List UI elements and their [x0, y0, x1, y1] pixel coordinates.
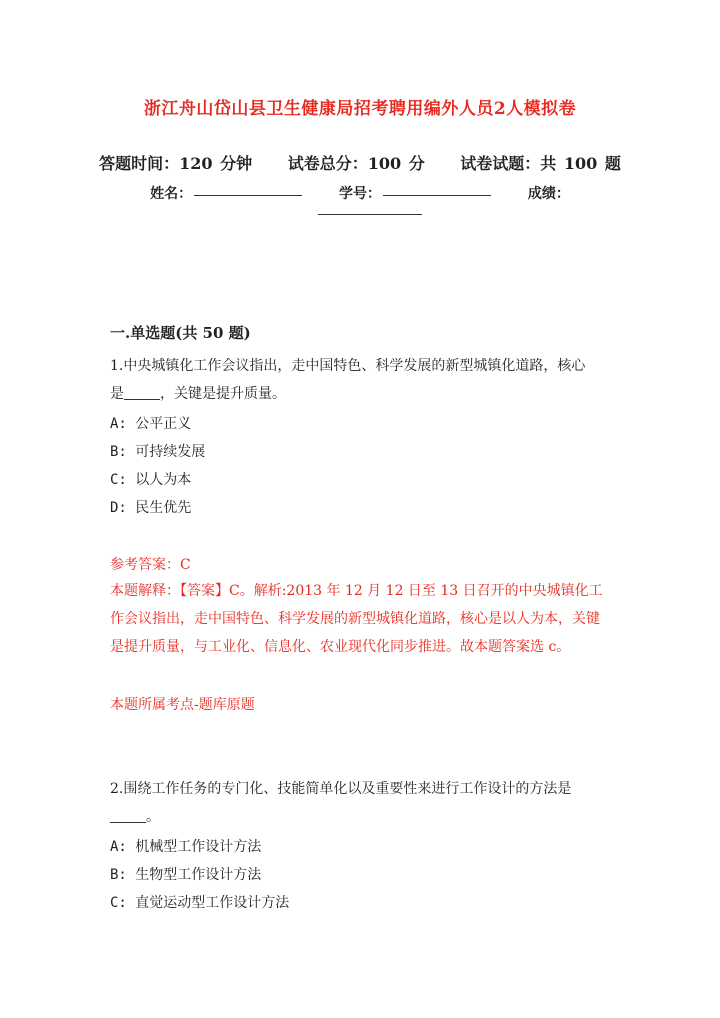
question-1-option-d: D: 民生优先	[110, 500, 192, 516]
question-1-line1: 1.中央城镇化工作会议指出，走中国特色、科学发展的新型城镇化道路，核心	[110, 358, 586, 374]
question-1-option-a: A: 公平正义	[110, 416, 192, 432]
question-1-topic: 本题所属考点-题库原题	[110, 697, 255, 713]
section-title: 一.单选题(共 50 题)	[110, 324, 251, 342]
question-2-line2: 。	[110, 803, 610, 831]
question-1-answer: 参考答案：C	[110, 557, 191, 573]
question-2-option-b: B: 生物型工作设计方法	[110, 867, 262, 883]
score-blank	[318, 202, 422, 215]
exam-time: 答题时间：120 分钟	[99, 154, 253, 173]
question-2-option-a: A: 机械型工作设计方法	[110, 839, 262, 855]
exam-question-count: 试卷试题：共 100 题	[460, 154, 621, 173]
student-info	[0, 183, 720, 203]
question-2-line1: 2.围绕工作任务的专门化、技能简单化以及重要性来进行工作设计的方法是	[110, 781, 572, 797]
exam-meta	[0, 151, 720, 174]
question-2-stem	[110, 775, 610, 831]
question-1-line2: 是 ，关键是提升质量。	[110, 386, 286, 402]
id-label: 学号：	[339, 186, 381, 202]
question-1-option-c: C: 以人为本	[110, 472, 192, 488]
name-blank	[194, 183, 302, 196]
question-1-option-b: B: 可持续发展	[110, 444, 206, 460]
exam-title: 浙江舟山岱山县卫生健康局招考聘用编外人员2人模拟卷	[143, 99, 577, 119]
question-1-explanation: 本题解释：【答案】C。解析:2013 年 12 月 12 日至 13 日召开的中央城镇化工作会议指出，走中国特色、科学发展的新型城镇化道路，核心是以人为本，关键是提升质量，与工业化、信息化、农业现代化同步推进。故本题答案选 c。	[110, 583, 603, 655]
id-blank	[383, 183, 491, 196]
score-label: 成绩：	[527, 186, 570, 202]
question-1-stem	[110, 352, 610, 408]
exam-total-score: 试卷总分：100 分	[287, 154, 425, 173]
answer-blank	[124, 385, 160, 400]
answer-blank	[110, 808, 146, 823]
name-label: 姓名：	[150, 186, 193, 202]
question-2-option-c: C: 直觉运动型工作设计方法	[110, 895, 290, 911]
